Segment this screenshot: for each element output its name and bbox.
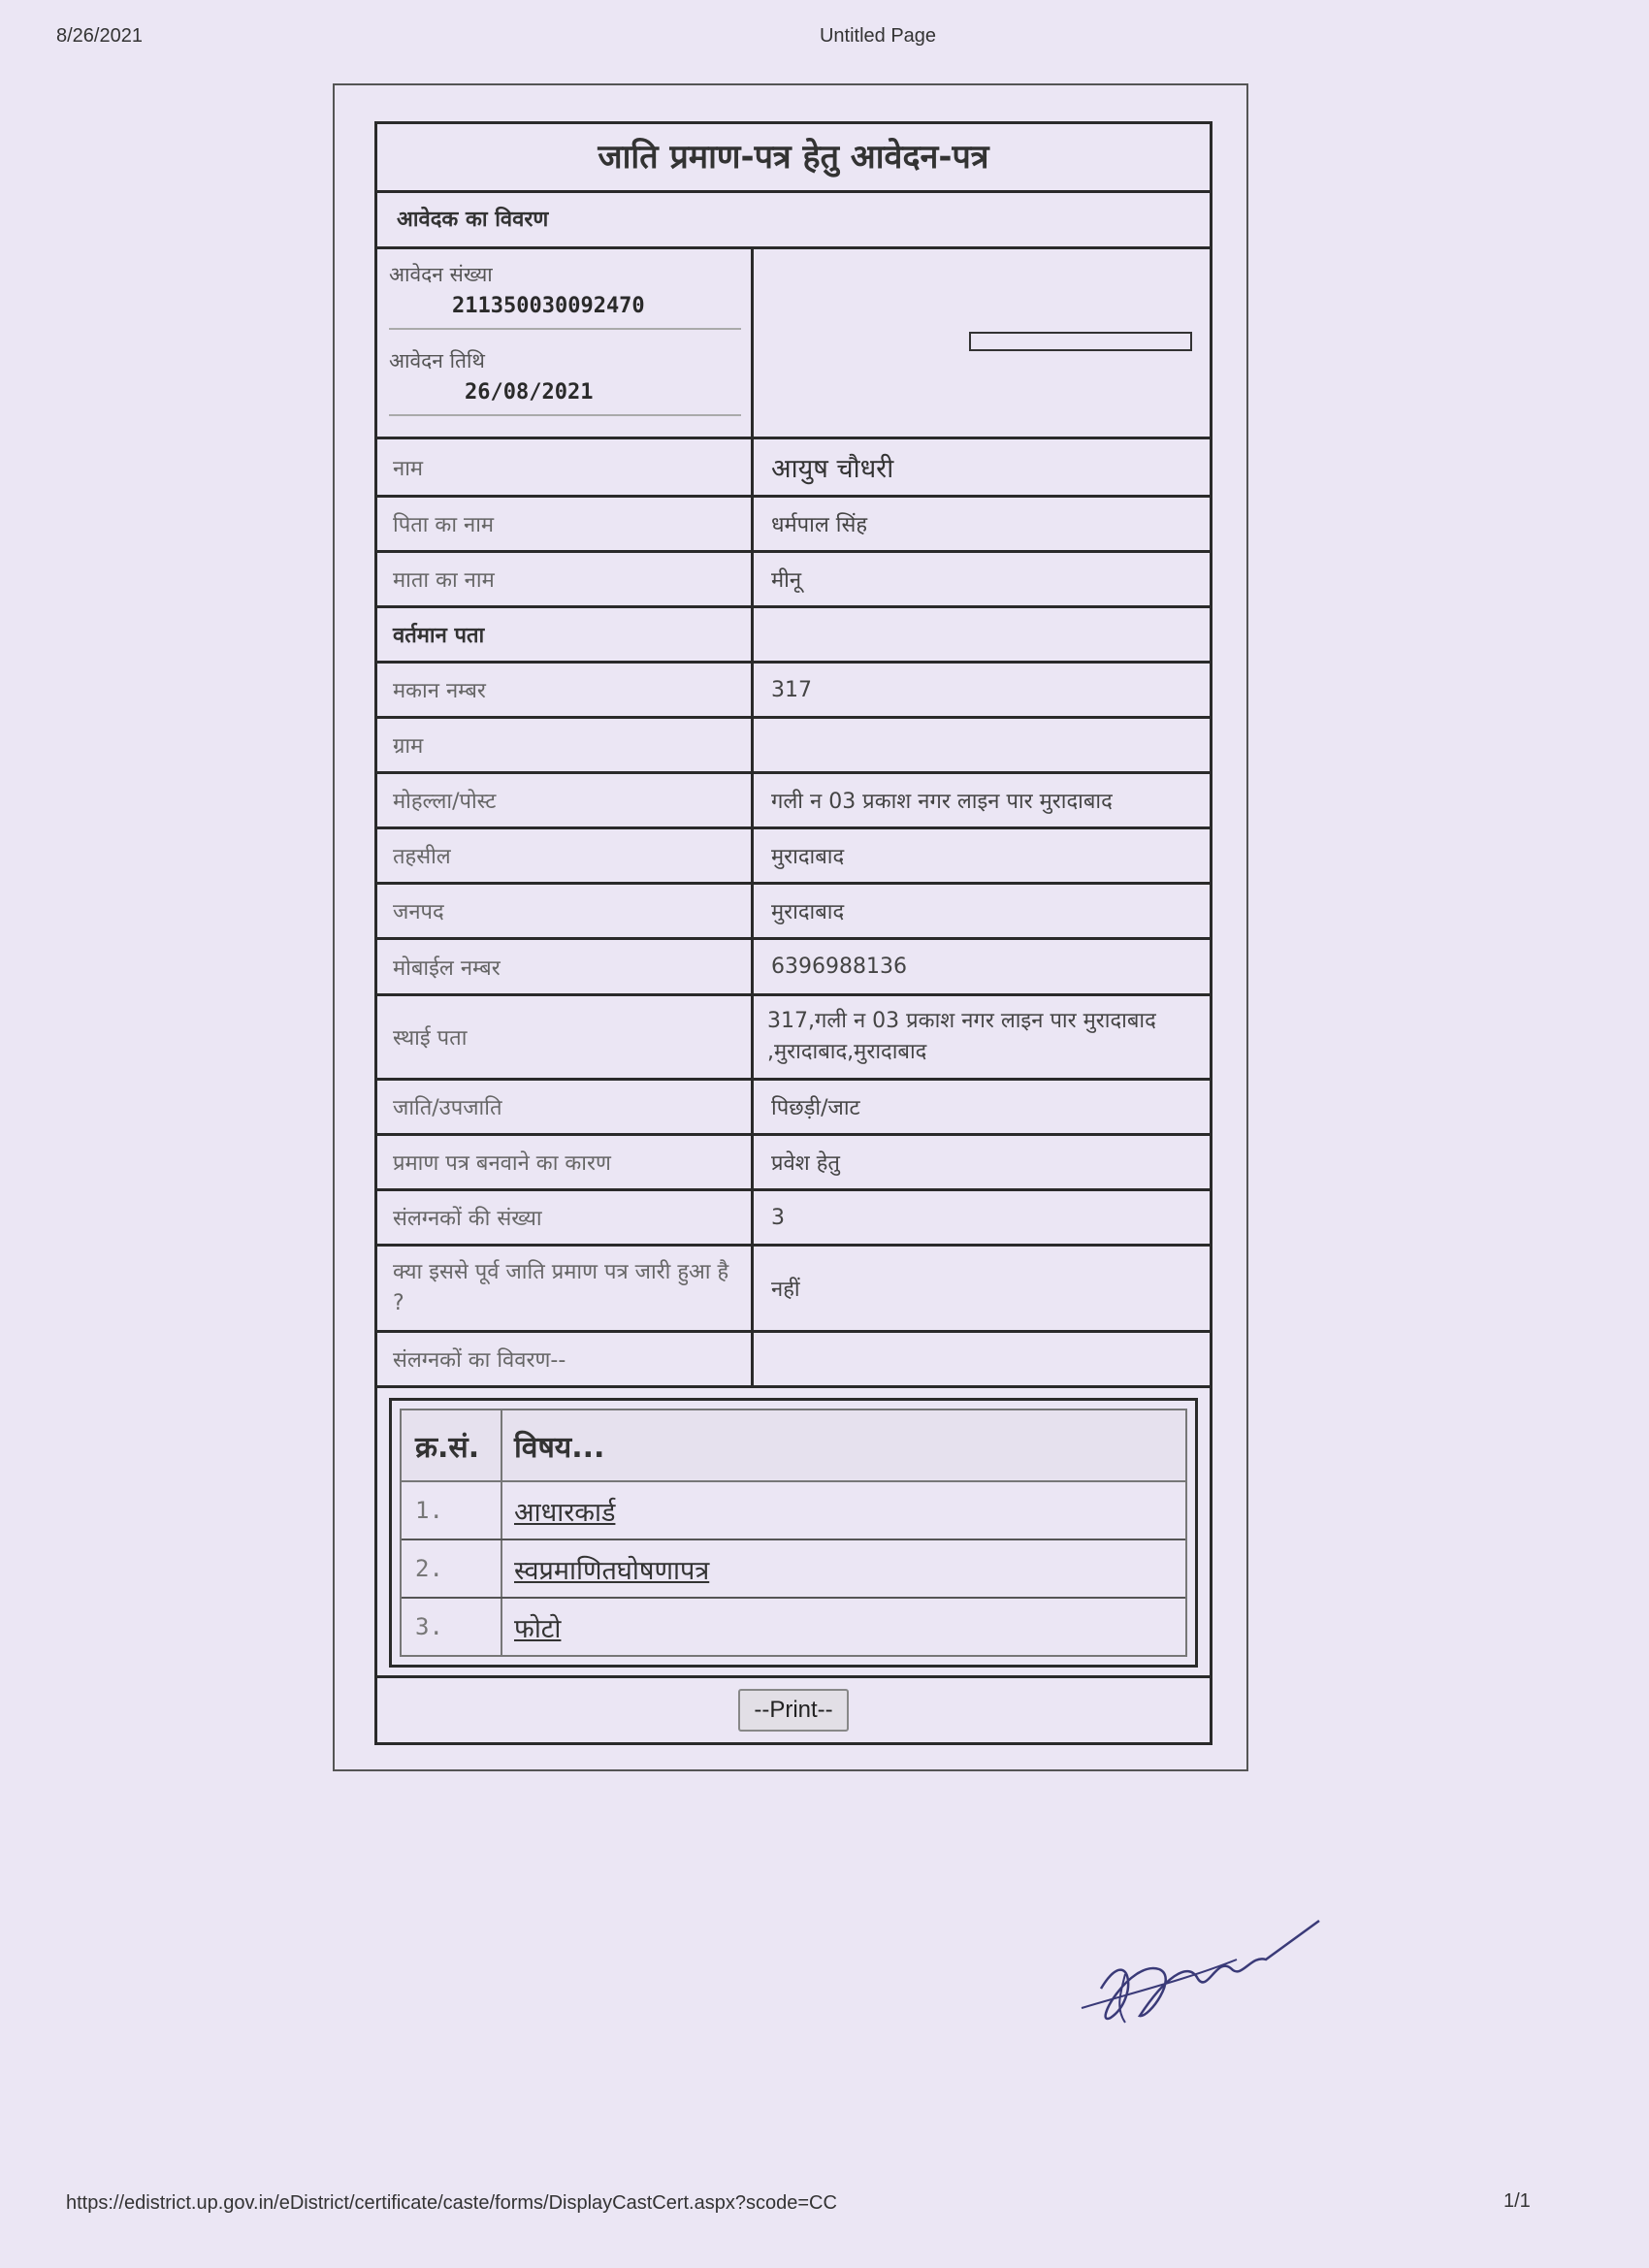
row-reason (377, 1136, 1210, 1191)
row-value: मीनू (771, 568, 802, 593)
attachment-link-aadhaar[interactable]: आधारकार्ड (514, 1497, 616, 1528)
row-label: जनपद (377, 885, 754, 937)
row-permanent-address (377, 996, 1210, 1081)
form-title: जाति प्रमाण-पत्र हेतु आवेदन-पत्र (377, 124, 1210, 193)
print-row (377, 1675, 1210, 1742)
divider (389, 328, 741, 330)
row-previous-certificate (377, 1247, 1210, 1333)
row-value: 317,गली न 03 प्रकाश नगर लाइन पार मुरादाबाद ,मुरादाबाद,मुरादाबाद (767, 1009, 1156, 1064)
row-label: नाम (377, 439, 754, 495)
row-value: 317 (771, 677, 812, 702)
row-value: प्रवेश हेतु (771, 1151, 840, 1176)
row-father-name (377, 498, 1210, 553)
attachment-link-photo[interactable]: फोटो (514, 1613, 562, 1644)
row-value (754, 719, 1210, 771)
row-label: ग्राम (377, 719, 754, 771)
row-label: प्रमाण पत्र बनवाने का कारण (377, 1136, 754, 1188)
col-serial-header (402, 1410, 502, 1480)
attachments-table (400, 1409, 1187, 1657)
photo-placeholder (969, 332, 1192, 351)
application-number-label: आवेदन संख्या (389, 263, 493, 286)
col-subject-label: विषय... (514, 1430, 605, 1465)
row-locality (377, 774, 1210, 829)
attachments-section (377, 1385, 1210, 1668)
row-value: मुरादाबाद (771, 845, 845, 869)
attachments-header (402, 1410, 1185, 1482)
print-footer-url: https://edistrict.up.gov.in/eDistrict/certificate/caste/forms/DisplayCastCert.aspx?scode=CC (66, 2192, 837, 2214)
signature-icon (1072, 1901, 1324, 2037)
row-label: मोहल्ला/पोस्ट (377, 774, 754, 826)
row-value: गली न 03 प्रकाश नगर लाइन पार मुरादाबाद (771, 790, 1113, 814)
row-label: संलग्नकों की संख्या (377, 1191, 754, 1244)
row-value (754, 1333, 1210, 1385)
print-footer-page: 1/1 (1504, 2190, 1531, 2212)
print-header-date: 8/26/2021 (56, 25, 143, 47)
row-value: 6396988136 (771, 955, 907, 979)
row-label: पिता का नाम (377, 498, 754, 550)
application-info (377, 249, 1210, 439)
section-title: आवेदक का विवरण (377, 193, 1210, 249)
print-button[interactable]: --Print-- (738, 1689, 848, 1732)
row-label: स्थाई पता (377, 996, 754, 1078)
row-mobile (377, 940, 1210, 996)
row-value: आयुष चौधरी (771, 454, 894, 484)
row-value: 3 (771, 1205, 785, 1230)
application-date: 26/08/2021 (465, 380, 594, 405)
col-serial-label: क्र.सं. (415, 1430, 480, 1465)
row-value: धर्मपाल सिंह (771, 513, 868, 537)
row-label: क्या इससे पूर्व जाति प्रमाण पत्र जारी हुआ है ? (377, 1247, 754, 1330)
row-tehsil (377, 829, 1210, 885)
row-attachment-count (377, 1191, 1210, 1247)
row-attachment-details (377, 1333, 1210, 1385)
row-value: नहीं (771, 1278, 800, 1302)
photo-area (754, 249, 1210, 437)
attachment-row (402, 1482, 1185, 1540)
application-meta (377, 249, 754, 437)
row-current-address (377, 608, 1210, 664)
row-value: पिछड़ी/जाट (771, 1096, 860, 1120)
attachment-serial: 2. (402, 1540, 502, 1597)
row-label: मकान नम्बर (377, 664, 754, 716)
row-label: तहसील (377, 829, 754, 882)
col-subject-header (502, 1410, 1185, 1480)
row-caste (377, 1081, 1210, 1136)
caste-certificate-form (374, 121, 1212, 1745)
row-label: मोबाईल नम्बर (377, 940, 754, 993)
attachment-row (402, 1540, 1185, 1599)
attachments-frame (389, 1398, 1198, 1668)
attachment-serial: 1. (402, 1482, 502, 1539)
row-village (377, 719, 1210, 774)
row-label: संलग्नकों का विवरण-- (377, 1333, 754, 1385)
attachment-row (402, 1599, 1185, 1655)
divider (389, 414, 741, 416)
row-value (754, 608, 1210, 661)
row-district (377, 885, 1210, 940)
application-date-label: आवेदन तिथि (389, 349, 485, 373)
application-number: 211350030092470 (452, 294, 645, 318)
attachment-cell (502, 1540, 1185, 1597)
attachment-link-self-declaration[interactable]: स्वप्रमाणितघोषणापत्र (514, 1555, 710, 1586)
row-label: माता का नाम (377, 553, 754, 605)
attachment-serial: 3. (402, 1599, 502, 1655)
print-header-title: Untitled Page (819, 25, 937, 47)
row-value: मुरादाबाद (771, 900, 845, 924)
row-house-number (377, 664, 1210, 719)
row-label: वर्तमान पता (377, 608, 754, 661)
row-mother-name (377, 553, 1210, 608)
attachment-cell (502, 1599, 1185, 1655)
row-label: जाति/उपजाति (377, 1081, 754, 1133)
row-name (377, 439, 1210, 498)
attachment-cell (502, 1482, 1185, 1539)
